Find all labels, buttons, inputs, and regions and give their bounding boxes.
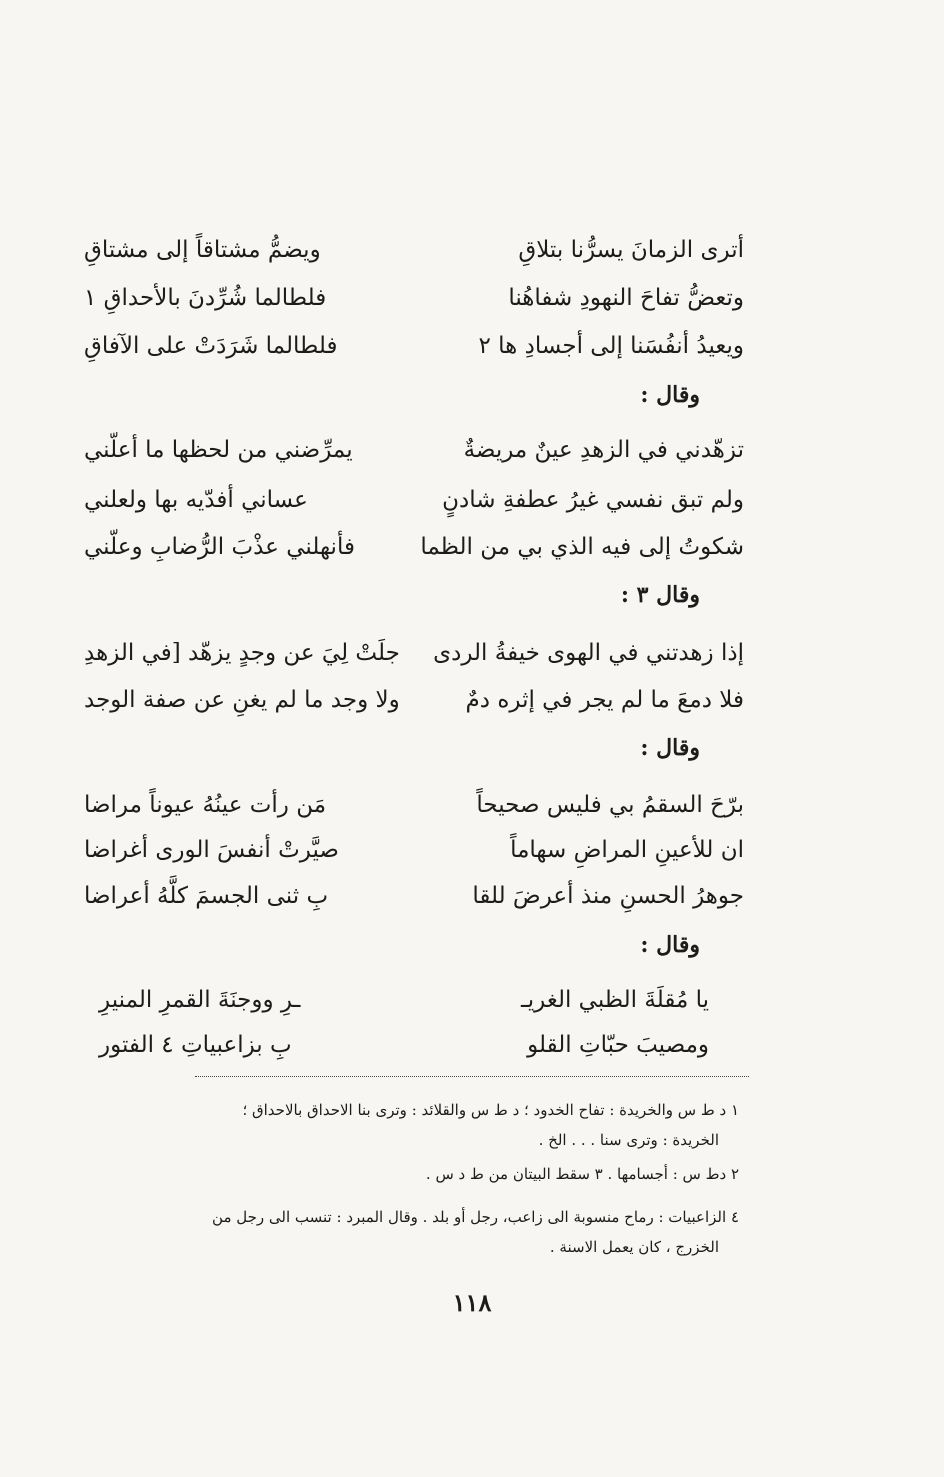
verse <box>99 1025 709 1065</box>
first-hemistich: وتعضُّ تفاحَ النهودِ شفاهُنا <box>508 285 744 311</box>
first-hemistich: يا مُقلَةَ الظبي الغريـ <box>521 987 709 1013</box>
first-hemistich: ومصيبَ حبّاتِ القلو <box>527 1032 709 1058</box>
second-hemistich: بِ بزاعبياتِ ٤ الفتور <box>99 1032 292 1058</box>
verse <box>84 830 744 870</box>
first-hemistich: تزهّدني في الزهدِ عينٌ مريضةٌ <box>463 437 744 463</box>
first-hemistich: أترى الزمانَ يسرُّنا بتلاقِ <box>518 237 744 263</box>
second-hemistich: فأنهلني عذْبَ الرُّضابِ وعلّني <box>84 534 355 560</box>
footnote: ٤ الزاعبيات : رماح منسوبة الى زاعب، رجل أو بلد . وقال المبرد : تنسب الى رجل من <box>212 1208 739 1226</box>
verse <box>84 876 744 916</box>
poem-intro: وقال : <box>640 382 700 408</box>
second-hemistich: مَن رأت عينُهُ عيوناً مراضا <box>84 792 327 818</box>
verse <box>84 633 744 673</box>
verse <box>84 785 744 825</box>
second-hemistich: فلطالما شُرِّدنَ بالأحداقِ ١ <box>84 285 327 311</box>
second-hemistich: ـرِ ووجنَةَ القمرِ المنيرِ <box>99 987 301 1013</box>
poem-intro: وقال : <box>640 932 700 958</box>
second-hemistich: عساني أفدّيه بها ولعلني <box>84 487 308 513</box>
first-hemistich: إذا زهدتني في الهوى خيفةُ الردى <box>433 640 744 666</box>
second-hemistich: جلَتْ لِيَ عن وجدٍ يزهّد [في الزهدِ <box>84 640 400 666</box>
verse <box>84 278 744 318</box>
second-hemistich: صيَّرتْ أنفسَ الورى أغراضا <box>84 837 339 863</box>
first-hemistich: جوهرُ الحسنِ منذ أعرضَ للقا <box>472 883 744 909</box>
second-hemistich: ولا وجد ما لم يغنِ عن صفة الوجد <box>84 687 400 713</box>
first-hemistich: برّحَ السقمُ بي فليس صحيحاً <box>476 792 744 818</box>
first-hemistich: ولم تبق نفسي غيرُ عطفةِ شادنٍ <box>442 487 744 513</box>
footnote: ٢ دط س : أجسامها . ٣ سقط البيتان من ط د س . <box>425 1165 739 1183</box>
second-hemistich: يمرِّضني من لحظها ما أعلّني <box>84 437 353 463</box>
footnote: ١ د ط س والخريدة : تفاح الخدود ؛ د ط س والقلائد : وترى بنا الاحداق بالاحداق ؛ <box>242 1101 739 1119</box>
verse <box>84 527 744 567</box>
verse <box>84 680 744 720</box>
footnote-continuation: الخزرج ، كان يعمل الاسنة . <box>549 1238 719 1256</box>
verse <box>99 980 709 1020</box>
page-number: ١١٨ <box>452 1288 492 1317</box>
first-hemistich: فلا دمعَ ما لم يجر في إثره دمٌ <box>465 687 744 713</box>
verse <box>84 480 744 520</box>
footnote-separator <box>195 1076 749 1077</box>
footnote-continuation: الخريدة : وترى سنا . . . الخ . <box>538 1131 719 1149</box>
poem-intro: وقال : <box>640 735 700 761</box>
poem-intro: وقال ٣ : <box>620 582 700 608</box>
verse <box>84 230 744 270</box>
verse <box>84 430 744 470</box>
second-hemistich: بِ ثنى الجسمَ كلَّهُ أعراضا <box>84 883 329 909</box>
first-hemistich: ويعيدُ أنفُسَنا إلى أجسادِ ها ٢ <box>478 333 744 359</box>
verse <box>84 326 744 366</box>
second-hemistich: فلطالما شَرَدَتْ على الآفاقِ <box>84 333 338 359</box>
first-hemistich: شكوتُ إلى فيه الذي بي من الظما <box>420 534 744 560</box>
second-hemistich: ويضمُّ مشتاقاً إلى مشتاقِ <box>84 237 321 263</box>
first-hemistich: ان للأعينِ المراضِ سهاماً <box>510 837 744 863</box>
